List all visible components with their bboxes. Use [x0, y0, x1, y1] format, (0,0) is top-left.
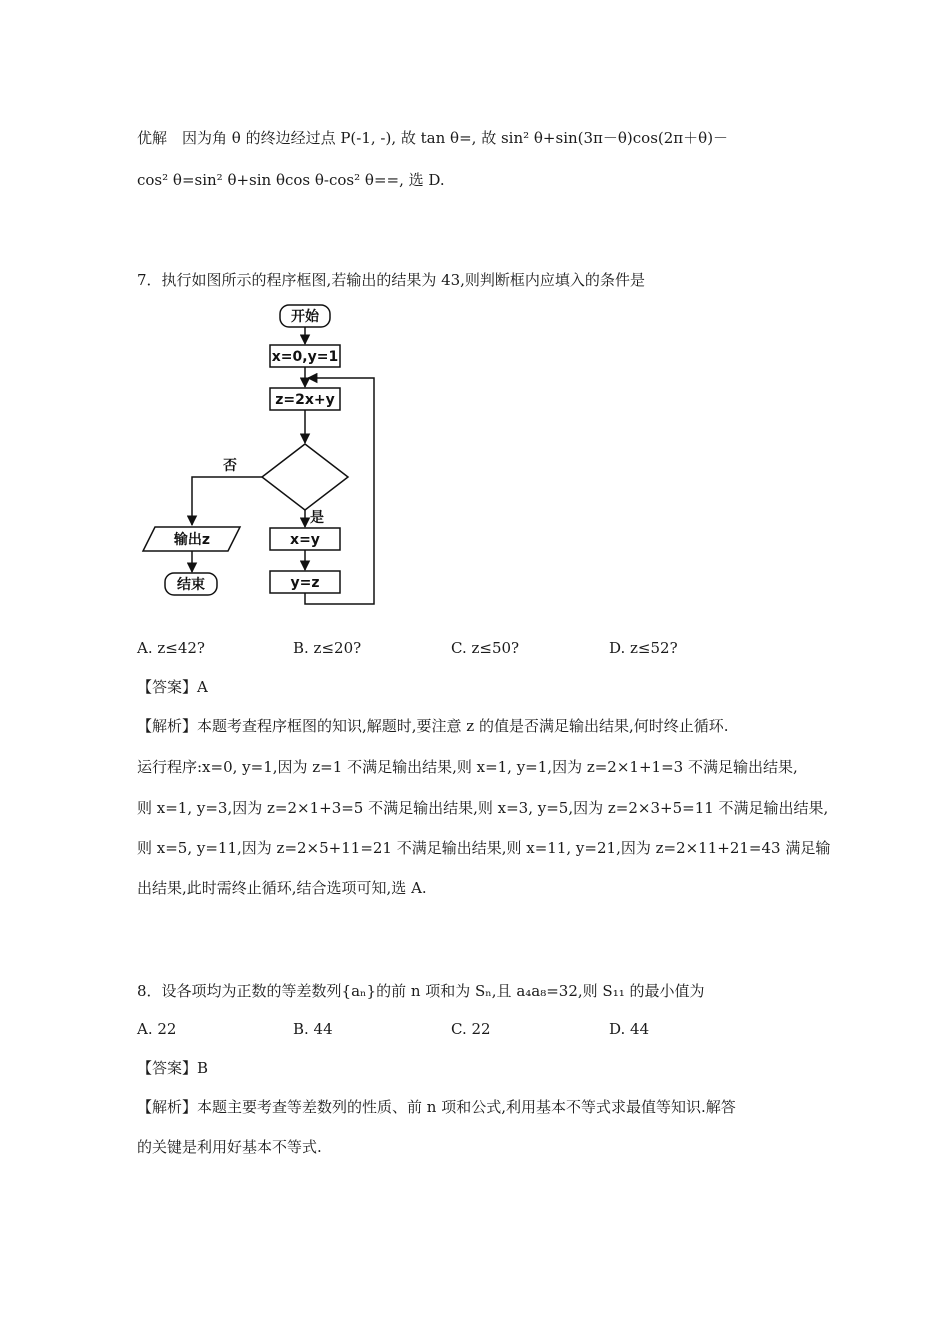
decision-diamond — [262, 444, 348, 510]
q7-option-d: D. z≤52? — [609, 639, 678, 657]
yes-label: 是 — [310, 510, 324, 526]
assign-x-label: x=y — [290, 532, 320, 548]
q8-analysis-line-2: 的关键是利用好基本不等式. — [137, 1138, 322, 1156]
q8-option-b: B. 44 — [293, 1020, 333, 1038]
output-label: 输出z — [173, 532, 211, 548]
no-label: 否 — [223, 458, 237, 474]
program-flowchart — [130, 300, 390, 610]
q6-solution-line-2: cos² θ=sin² θ+sin θcos θ-cos² θ==, 选 D. — [137, 171, 445, 189]
q7-analysis-line-4: 则 x=5, y=11,因为 z=2×5+11=21 不满足输出结果,则 x=11, y=21,因为 z=2×11+21=43 满足输 — [137, 839, 831, 857]
assign-y-label: y=z — [290, 575, 320, 591]
end-label: 结束 — [177, 577, 205, 593]
q8-option-a: A. 22 — [137, 1020, 177, 1038]
q7-option-b: B. z≤20? — [293, 639, 362, 657]
q7-analysis-line-5: 出结果,此时需终止循环,结合选项可知,选 A. — [137, 879, 427, 897]
start-label: 开始 — [291, 309, 319, 325]
q8-stem: 8．设各项均为正数的等差数列{aₙ}的前 n 项和为 Sₙ,且 a₄a₈=32,则 S₁₁ 的最小值为 — [137, 982, 705, 1000]
q7-analysis-line-3: 则 x=1, y=3,因为 z=2×1+3=5 不满足输出结果,则 x=3, y=5,因为 z=2×3+5=11 不满足输出结果, — [137, 799, 829, 817]
q7-option-a: A. z≤42? — [137, 639, 205, 657]
q8-option-c: C. 22 — [451, 1020, 491, 1038]
q8-option-d: D. 44 — [609, 1020, 650, 1038]
compute-label: z=2x+y — [275, 392, 335, 408]
init-label: x=0,y=1 — [271, 349, 339, 365]
q7-option-c: C. z≤50? — [451, 639, 520, 657]
q8-answer: 【答案】B — [137, 1059, 209, 1077]
q7-stem: 7．执行如图所示的程序框图,若输出的结果为 43,则判断框内应填入的条件是 — [137, 271, 645, 289]
q7-answer: 【答案】A — [137, 678, 208, 696]
q7-analysis-line-1: 【解析】本题考查程序框图的知识,解题时,要注意 z 的值是否满足输出结果,何时终止循环. — [137, 717, 729, 735]
q8-analysis-line-1: 【解析】本题主要考查等差数列的性质、前 n 项和公式,利用基本不等式求最值等知识.解答 — [137, 1098, 736, 1116]
q6-solution-line-1: 优解 因为角 θ 的终边经过点 P(-1, -), 故 tan θ=, 故 sin² θ+sin(3π－θ)cos(2π＋θ)－ — [137, 129, 729, 147]
q7-analysis-line-2: 运行程序:x=0, y=1,因为 z=1 不满足输出结果,则 x=1, y=1,因为 z=2×1+1=3 不满足输出结果, — [137, 758, 798, 776]
